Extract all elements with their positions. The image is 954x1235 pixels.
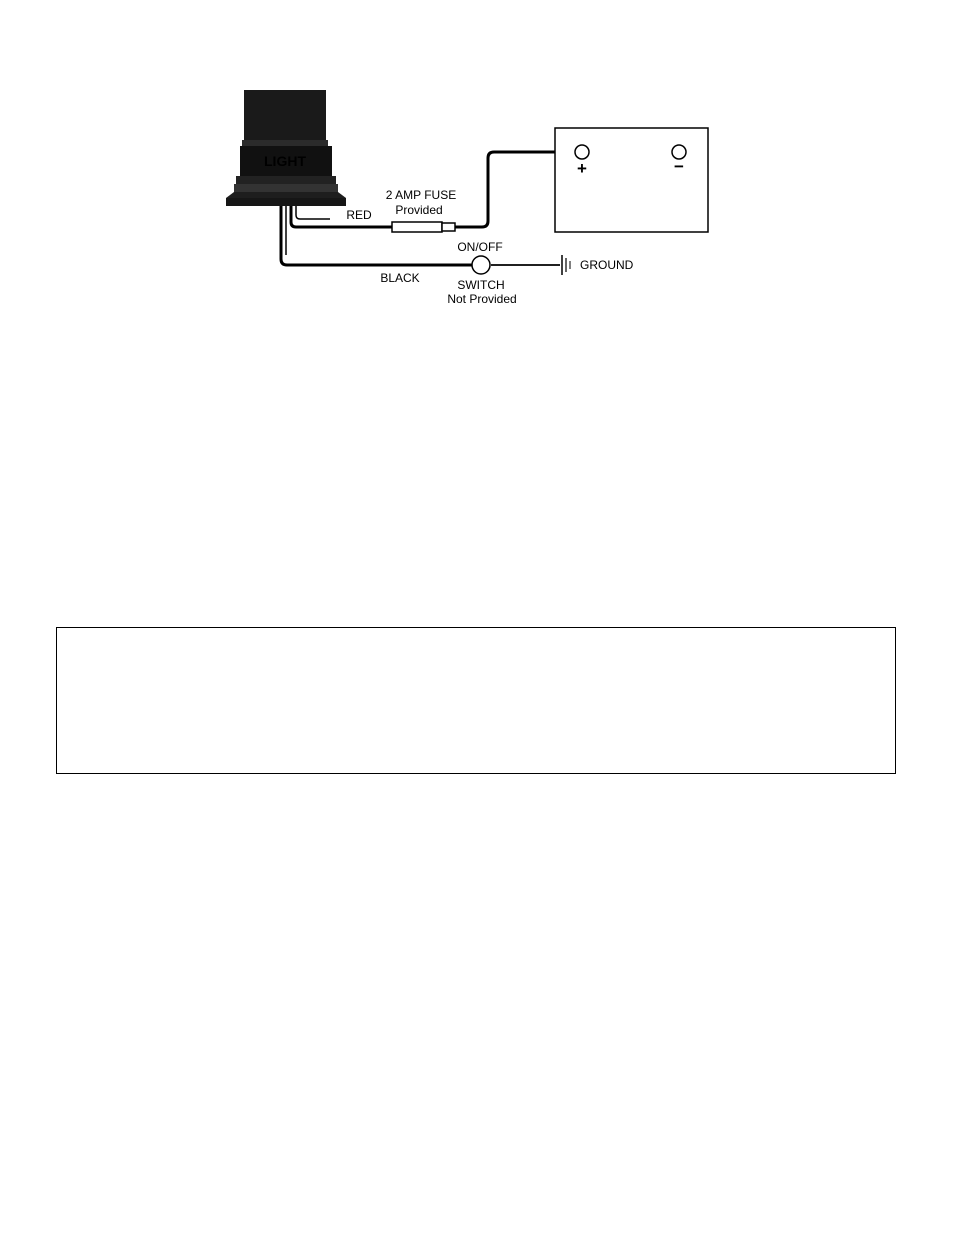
fuse-body — [392, 222, 442, 232]
light-fixture — [226, 90, 346, 206]
notice-box — [56, 627, 896, 774]
negative-symbol: − — [674, 157, 684, 176]
fuse-label: 2 AMP FUSE — [385, 188, 457, 202]
red-wire — [291, 206, 392, 227]
battery — [555, 128, 708, 232]
light-dome-ring — [242, 140, 328, 146]
fuse-cap — [442, 223, 455, 231]
wiring-diagram — [0, 0, 954, 340]
red-wire-label: RED — [346, 208, 372, 222]
light-collar-2 — [234, 184, 338, 192]
light-label: LIGHT — [264, 153, 306, 169]
black-wire — [281, 206, 472, 265]
fuse-holder — [392, 222, 455, 232]
switch-top-label: ON/OFF — [457, 240, 503, 254]
black-wire-label: BLACK — [380, 271, 420, 285]
fuse-note: Provided — [395, 203, 443, 217]
switch-label: SWITCH — [457, 278, 505, 292]
positive-terminal — [575, 145, 589, 159]
switch-note: Not Provided — [447, 292, 517, 306]
ground-label: GROUND — [580, 258, 634, 272]
red-wire-strand — [296, 206, 330, 219]
light-base-plate — [226, 198, 346, 206]
ground-symbol — [562, 255, 570, 275]
switch-symbol — [472, 256, 490, 274]
light-dome — [244, 90, 326, 142]
positive-symbol: + — [577, 159, 587, 178]
light-collar — [236, 176, 336, 184]
